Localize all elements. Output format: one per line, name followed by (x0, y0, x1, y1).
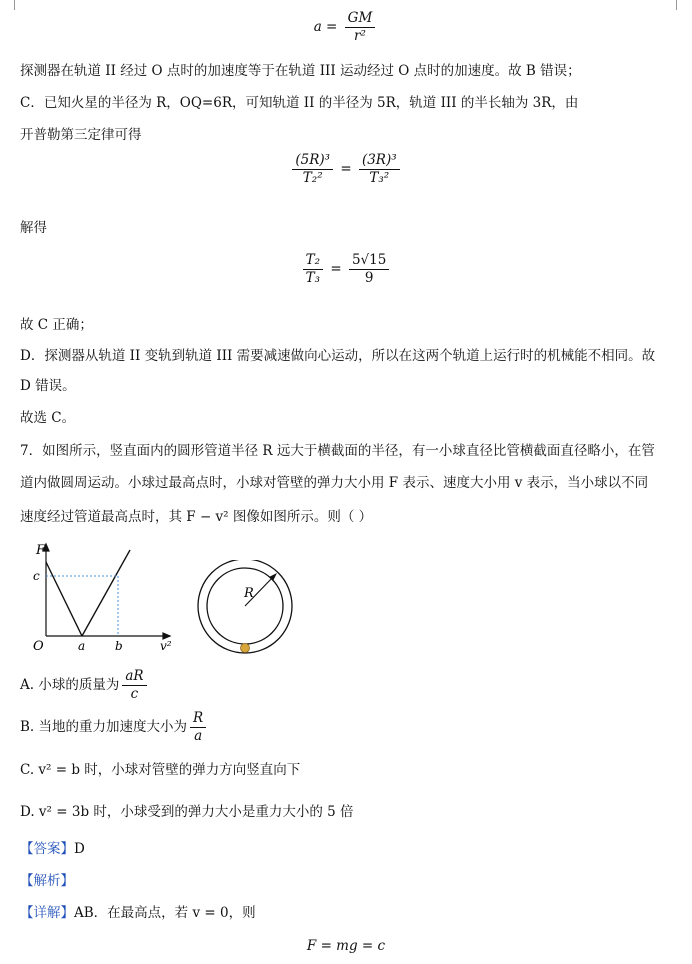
radius-label: R (244, 586, 254, 601)
option-b (20, 710, 209, 745)
option-b-fraction (190, 710, 206, 745)
formula-final: F = mg = c (306, 938, 386, 954)
fraction-numerator: (5R)³ (292, 152, 333, 170)
ball (241, 644, 250, 653)
corner-mark-right (676, 0, 677, 10)
fraction-denominator: a (194, 728, 203, 744)
fraction-numerator: aR (122, 668, 146, 686)
question-7-line3: 速度经过管道最高点时，其 F − v² 图像如图所示。则（ ） (20, 509, 373, 525)
text-line-d1: D．探测器从轨道 II 变轨到轨道 III 需要减速做向心运动，所以在这两个轨道上运行时的机械能不相同。故 (20, 348, 656, 364)
option-a-text: A. 小球的质量为 (20, 677, 120, 693)
text-line-b: 探测器在轨道 II 经过 O 点时的加速度等于在轨道 III 运动经过 O 点时的加速度。故 B 错误； (20, 63, 581, 79)
tube-outer-circle (198, 560, 292, 653)
graph-line-rising (82, 550, 130, 636)
text-solve-label: 解得 (20, 220, 47, 236)
text-line-c2: 开普勒第三定律可得 (20, 127, 142, 143)
formula-lhs: a = (313, 19, 338, 35)
fraction-numerator: 5√15 (349, 252, 389, 270)
fraction-left (292, 152, 333, 187)
option-d: D. v² = 3b 时，小球受到的弹力大小是重力大小的 5 倍 (20, 804, 354, 820)
fraction-numerator: (3R)³ (359, 152, 400, 170)
fraction-numerator: T₂ (303, 252, 323, 270)
corner-mark-left (14, 0, 15, 10)
text-c-correct: 故 C 正确； (20, 317, 93, 333)
b-label: b (115, 639, 123, 653)
option-a-fraction (122, 668, 146, 703)
detail-tag: 【详解】 (20, 905, 74, 921)
fraction-denominator: T₃ (305, 270, 321, 286)
formula-kepler (0, 152, 692, 187)
a-label: a (78, 639, 86, 653)
fraction-denominator: c (130, 686, 139, 702)
option-b-text: B. 当地的重力加速度大小为 (20, 719, 188, 735)
origin-label: O (33, 639, 44, 654)
fraction-result (349, 252, 389, 287)
x-axis-label: v² (160, 639, 172, 653)
text-choose: 故选 C。 (20, 410, 76, 426)
question-7-line1: 7．如图所示，竖直面内的圆形管道半径 R 远大于横截面的半径，有一小球直径比管横截面直径略小，在管 (20, 443, 655, 459)
fraction-denominator: T₂² (302, 170, 323, 186)
text-line-d2: D 错误。 (20, 378, 76, 394)
analysis-line (20, 872, 74, 890)
circular-tube-diagram (192, 560, 302, 660)
graph-line-falling (46, 562, 82, 636)
equals-sign: = (330, 261, 342, 277)
fraction (345, 10, 376, 45)
fraction-numerator: GM (345, 10, 376, 28)
question-7-line2: 道内做圆周运动。小球过最高点时，小球对管壁的弹力大小用 F 表示、速度大小用 v 表示，当小球以不同 (20, 475, 649, 491)
f-v2-graph (20, 538, 180, 658)
answer-line (20, 840, 85, 858)
y-axis-label: F (36, 543, 46, 558)
analysis-tag: 【解析】 (20, 873, 74, 889)
fraction-right (359, 152, 400, 187)
c-label: c (33, 569, 40, 583)
detail-line (20, 904, 256, 922)
equals-sign: = (340, 161, 352, 177)
option-c: C. v² = b 时，小球对管壁的弹力方向竖直向下 (20, 762, 301, 778)
detail-text: AB．在最高点，若 v = 0，则 (74, 905, 256, 921)
fraction-period (303, 252, 323, 287)
answer-value: D (74, 841, 85, 857)
answer-tag: 【答案】 (20, 841, 74, 857)
fraction-denominator: r² (354, 28, 366, 44)
fraction-denominator: 9 (364, 270, 374, 286)
formula-acceleration (0, 10, 692, 45)
fraction-denominator: T₃² (369, 170, 390, 186)
formula-ratio (0, 252, 692, 287)
option-a (20, 668, 150, 703)
text-line-c1: C．已知火星的半径为 R，OQ=6R，可知轨道 II 的半径为 5R，轨道 III 的半长轴为 3R，由 (20, 95, 579, 111)
fraction-numerator: R (190, 710, 206, 728)
